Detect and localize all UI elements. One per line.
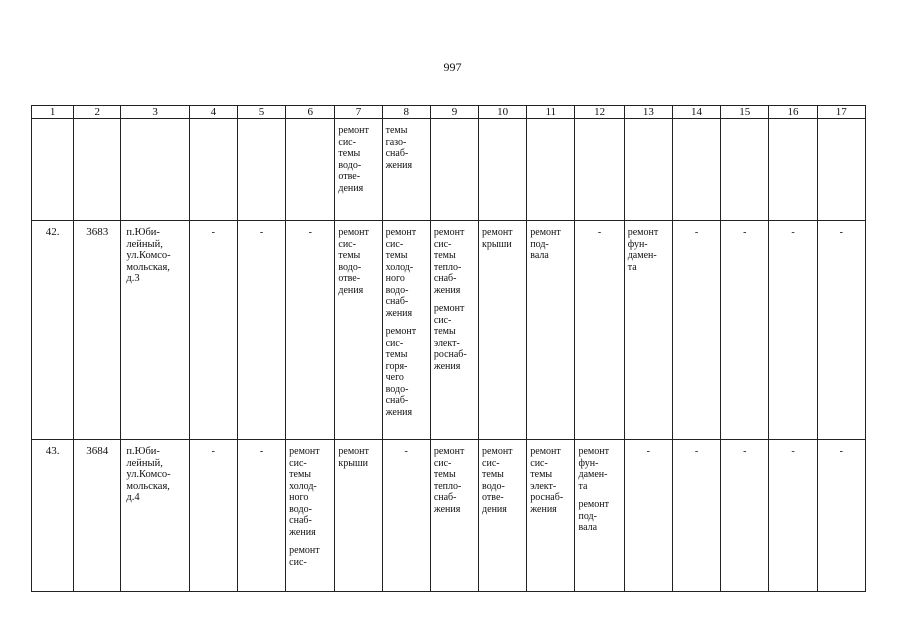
table-cell: - [672, 221, 720, 440]
table-cell [121, 119, 189, 221]
table-cell: - [189, 440, 237, 592]
repair-entry: ремонт крыши [482, 227, 513, 250]
column-number: 2 [74, 106, 121, 119]
table-cell [479, 221, 527, 440]
table-cell [335, 440, 382, 592]
table-cell [430, 440, 478, 592]
table-cell: - [672, 440, 720, 592]
column-number: 17 [817, 106, 865, 119]
repair-entry: ремонт сис- темы тепло- снаб- жения [433, 446, 465, 515]
repair-entry: ремонт сис- темы холод- ного водо- снаб- жения [289, 446, 320, 538]
repair-entry: ремонт сис- темы элект- роснаб- жения [530, 446, 564, 515]
table-cell [430, 119, 478, 221]
repair-entry: ремонт сис- темы тепло- снаб- жения [433, 227, 465, 296]
repair-entry: темы газо- снаб- жения [385, 125, 413, 171]
column-number: 16 [769, 106, 817, 119]
column-number: 11 [527, 106, 575, 119]
table-cell: - [817, 221, 865, 440]
repair-entry: ремонт сис- темы холод- ного водо- снаб- жения [385, 227, 417, 319]
table-cell [189, 119, 237, 221]
column-number: 7 [335, 106, 382, 119]
column-number: 5 [237, 106, 285, 119]
table-cell [286, 119, 335, 221]
repair-entry: ремонт сис- темы водо- отве- дения [338, 227, 369, 296]
table-cell [430, 221, 478, 440]
table-cell [624, 221, 672, 440]
table-cell [32, 119, 74, 221]
table-cell [382, 119, 430, 221]
column-number: 1 [32, 106, 74, 119]
repair-entry: ремонт сис- темы горя- чего водо- снаб- жения [385, 326, 417, 418]
column-number: 15 [721, 106, 769, 119]
table-cell: - [286, 221, 335, 440]
building-code: 3683 [74, 221, 121, 440]
table-cell [721, 119, 769, 221]
table-cell [624, 119, 672, 221]
column-number: 9 [430, 106, 478, 119]
table-cell [335, 221, 382, 440]
table-cell [575, 440, 624, 592]
table-cell [575, 119, 624, 221]
table-cell [527, 119, 575, 221]
table-row [32, 440, 866, 592]
repair-entry: ремонт под- вала [578, 499, 609, 533]
table-cell: - [237, 440, 285, 592]
table-cell [335, 119, 382, 221]
table-cell [382, 221, 430, 440]
table-cell [237, 119, 285, 221]
repair-schedule-table [31, 105, 866, 592]
continuation-row [32, 119, 866, 221]
building-code: 3684 [74, 440, 121, 592]
column-number: 14 [672, 106, 720, 119]
column-number: 3 [121, 106, 189, 119]
repair-entry: ремонт под- вала [530, 227, 561, 261]
page-number: 997 [443, 60, 462, 74]
building-address: п.Юби- лейный, ул.Комсо- мольская, д.3 [121, 221, 189, 440]
column-number: 4 [189, 106, 237, 119]
repair-entry: ремонт сис- темы водо- отве- дения [482, 446, 513, 515]
table-row [32, 221, 866, 440]
repair-entry: ремонт фун- дамен- та [578, 446, 609, 492]
column-number-row [32, 106, 866, 119]
table-cell: - [817, 440, 865, 592]
repair-entry: ремонт фун- дамен- та [627, 227, 659, 273]
column-number: 13 [624, 106, 672, 119]
row-number: 43. [32, 440, 74, 592]
row-number: 42. [32, 221, 74, 440]
building-address: п.Юби- лейный, ул.Комсо- мольская, д.4 [121, 440, 189, 592]
repair-entry: ремонт крыши [338, 446, 369, 469]
table-cell [672, 119, 720, 221]
table-cell: - [721, 440, 769, 592]
table-cell [479, 440, 527, 592]
repair-entry: ремонт сис- темы водо- отве- дения [338, 125, 369, 194]
table-cell [527, 440, 575, 592]
table-cell: - [237, 221, 285, 440]
table-cell: - [575, 221, 624, 440]
table-cell [74, 119, 121, 221]
table-cell: - [624, 440, 672, 592]
table-cell [286, 440, 335, 592]
table-cell [769, 119, 817, 221]
column-number: 10 [479, 106, 527, 119]
column-number: 6 [286, 106, 335, 119]
table-cell: - [189, 221, 237, 440]
table-cell [527, 221, 575, 440]
table-cell [479, 119, 527, 221]
table-cell: - [382, 440, 430, 592]
table-cell: - [769, 440, 817, 592]
column-number: 8 [382, 106, 430, 119]
column-number: 12 [575, 106, 624, 119]
repair-entry: ремонт сис- темы элект- роснаб- жения [433, 303, 467, 372]
repair-entry: ремонт сис- [289, 545, 320, 568]
table-cell: - [721, 221, 769, 440]
table-cell: - [769, 221, 817, 440]
table-cell [817, 119, 865, 221]
